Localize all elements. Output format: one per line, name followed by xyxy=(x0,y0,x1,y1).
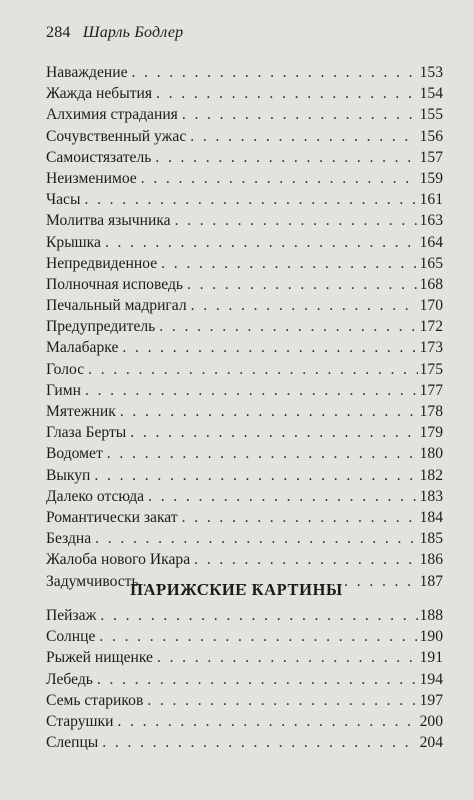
toc-entry-title: Предупредитель xyxy=(46,318,156,336)
toc-entry-title: Наваждение xyxy=(46,64,128,81)
toc-entry-title: Лебедь xyxy=(46,670,93,688)
dot-leader xyxy=(85,380,418,401)
toc-entry-title: Романтически закат xyxy=(46,508,178,526)
toc-entry-page: 194 xyxy=(419,670,443,688)
toc-entry xyxy=(46,210,443,231)
toc-entry-page: 163 xyxy=(419,212,443,230)
toc-entry-page: 165 xyxy=(419,254,443,272)
dot-leader xyxy=(130,422,417,443)
toc-entry-page: 156 xyxy=(419,127,443,145)
toc-entry xyxy=(46,669,443,690)
toc-entry-page: 153 xyxy=(419,64,443,81)
toc-entry-title: Семь стариков xyxy=(46,691,144,709)
toc-entry xyxy=(46,443,443,464)
toc-entry xyxy=(46,83,443,104)
toc-entry-page: 185 xyxy=(419,530,443,548)
dot-leader xyxy=(182,507,418,528)
toc-entry-title: Жажда небытия xyxy=(46,85,153,103)
toc-entry xyxy=(46,380,443,401)
toc-entry xyxy=(46,168,443,189)
toc-entry-page: 200 xyxy=(419,712,443,730)
toc-list-main xyxy=(46,62,443,592)
toc-entry-title: Жалоба нового Икара xyxy=(46,551,191,569)
dot-leader xyxy=(100,605,417,626)
dot-leader xyxy=(97,669,418,690)
toc-entry xyxy=(46,647,443,668)
toc-entry-title: Неизменимое xyxy=(46,169,137,187)
toc-entry-page: 182 xyxy=(419,466,443,484)
toc-entry-page: 159 xyxy=(419,169,443,187)
dot-leader xyxy=(182,104,418,125)
toc-entry-title: Крышка xyxy=(46,233,101,251)
toc-entry-page: 178 xyxy=(419,403,443,420)
toc-entry-page: 188 xyxy=(419,607,443,624)
dot-leader xyxy=(117,711,417,732)
toc-entry xyxy=(46,626,443,647)
toc-entry-page: 173 xyxy=(419,339,443,357)
toc-entry-page: 187 xyxy=(419,572,443,590)
toc-entry xyxy=(46,147,443,168)
toc-entry-title: Малабарке xyxy=(46,339,119,357)
toc-entry-title: Рыжей нищенке xyxy=(46,649,153,667)
toc-entry xyxy=(46,253,443,274)
dot-leader xyxy=(99,626,417,647)
toc-entry-page: 172 xyxy=(419,318,443,336)
toc-entry-title: Полночная исповедь xyxy=(46,275,183,293)
toc-entry xyxy=(46,732,443,753)
toc-entry-page: 170 xyxy=(419,297,443,315)
toc-list-parisian xyxy=(46,605,443,753)
toc-entry-page: 179 xyxy=(419,424,443,442)
toc-entry xyxy=(46,711,443,732)
toc-entry xyxy=(46,549,443,570)
dot-leader xyxy=(190,126,417,147)
dot-leader xyxy=(194,549,417,570)
dot-leader xyxy=(107,443,418,464)
dot-leader xyxy=(102,732,417,753)
toc-entry-title: Солнце xyxy=(46,628,96,646)
toc-entry-title: Сочувственный ужас xyxy=(46,127,187,145)
toc-entry xyxy=(46,690,443,711)
running-header xyxy=(46,24,183,42)
toc-entry xyxy=(46,126,443,147)
toc-entry xyxy=(46,422,443,443)
toc-entry-page: 177 xyxy=(419,381,443,399)
author-name: Шарль Бодлер xyxy=(82,24,184,41)
dot-leader xyxy=(157,647,418,668)
toc-entry xyxy=(46,274,443,295)
dot-leader xyxy=(175,210,418,231)
toc-entry-title: Слепцы xyxy=(46,734,99,752)
dot-leader xyxy=(132,62,418,83)
toc-entry-page: 197 xyxy=(419,691,443,709)
toc-entry-page: 161 xyxy=(419,191,443,209)
toc-entry xyxy=(46,605,443,626)
toc-entry-page: 204 xyxy=(419,734,443,752)
toc-entry-page: 157 xyxy=(419,148,443,166)
toc-entry xyxy=(46,401,443,422)
toc-entry xyxy=(46,465,443,486)
toc-entry xyxy=(46,295,443,316)
toc-entry-title: Алхимия страдания xyxy=(46,106,178,124)
toc-entry xyxy=(46,359,443,380)
toc-entry-page: 180 xyxy=(419,445,443,463)
toc-entry-page: 186 xyxy=(419,551,443,569)
dot-leader xyxy=(148,486,418,507)
toc-entry-title: Самоистязатель xyxy=(46,148,152,166)
toc-entry-title: Бездна xyxy=(46,530,92,548)
toc-entry-page: 155 xyxy=(419,106,443,124)
toc-entry-title: Голос xyxy=(46,360,85,378)
toc-entry xyxy=(46,189,443,210)
toc-entry-title: Пейзаж xyxy=(46,607,97,624)
toc-entry-title: Старушки xyxy=(46,712,114,730)
page-number: 284 xyxy=(46,24,71,41)
dot-leader xyxy=(120,401,418,422)
dot-leader xyxy=(147,690,417,711)
toc-entry-title: Далеко отсюда xyxy=(46,487,145,505)
toc-entry-page: 183 xyxy=(419,487,443,505)
dot-leader xyxy=(84,189,417,210)
toc-entry xyxy=(46,507,443,528)
toc-entry-title: Выкуп xyxy=(46,466,91,484)
toc-entry xyxy=(46,528,443,549)
toc-entry xyxy=(46,337,443,358)
dot-leader xyxy=(94,465,417,486)
toc-entry-page: 184 xyxy=(419,508,443,526)
toc-entry xyxy=(46,316,443,337)
toc-entry-title: Глаза Берты xyxy=(46,424,127,442)
section-heading: ПАРИЖСКИЕ КАРТИНЫ xyxy=(130,580,343,599)
dot-leader xyxy=(105,232,418,253)
toc-entry-page: 175 xyxy=(419,360,443,378)
dot-leader xyxy=(156,83,418,104)
dot-leader xyxy=(95,528,417,549)
toc-entry xyxy=(46,232,443,253)
dot-leader xyxy=(161,253,417,274)
dot-leader xyxy=(141,168,418,189)
toc-entry-title: Часы xyxy=(46,191,81,209)
toc-entry xyxy=(46,486,443,507)
toc-entry-title: Печальный мадригал xyxy=(46,297,187,315)
dot-leader xyxy=(122,337,417,358)
toc-entry-title: Водомет xyxy=(46,445,103,463)
toc-entry-page: 164 xyxy=(419,233,443,251)
dot-leader xyxy=(88,359,417,380)
toc-entry-page: 154 xyxy=(419,85,443,103)
toc-entry-title: Мятежник xyxy=(46,403,116,420)
toc-entry-page: 191 xyxy=(419,649,443,667)
toc-entry-page: 168 xyxy=(419,275,443,293)
toc-entry-page: 190 xyxy=(419,628,443,646)
dot-leader xyxy=(187,274,418,295)
toc-entry-title: Молитва язычника xyxy=(46,212,171,230)
dot-leader xyxy=(191,295,418,316)
toc-entry-title: Непредвиденное xyxy=(46,254,158,272)
toc-entry xyxy=(46,104,443,125)
dot-leader xyxy=(155,147,417,168)
toc-entry-title: Задумчивость xyxy=(46,572,139,590)
toc-entry xyxy=(46,62,443,83)
dot-leader xyxy=(159,316,417,337)
toc-entry-title: Гимн xyxy=(46,381,81,399)
